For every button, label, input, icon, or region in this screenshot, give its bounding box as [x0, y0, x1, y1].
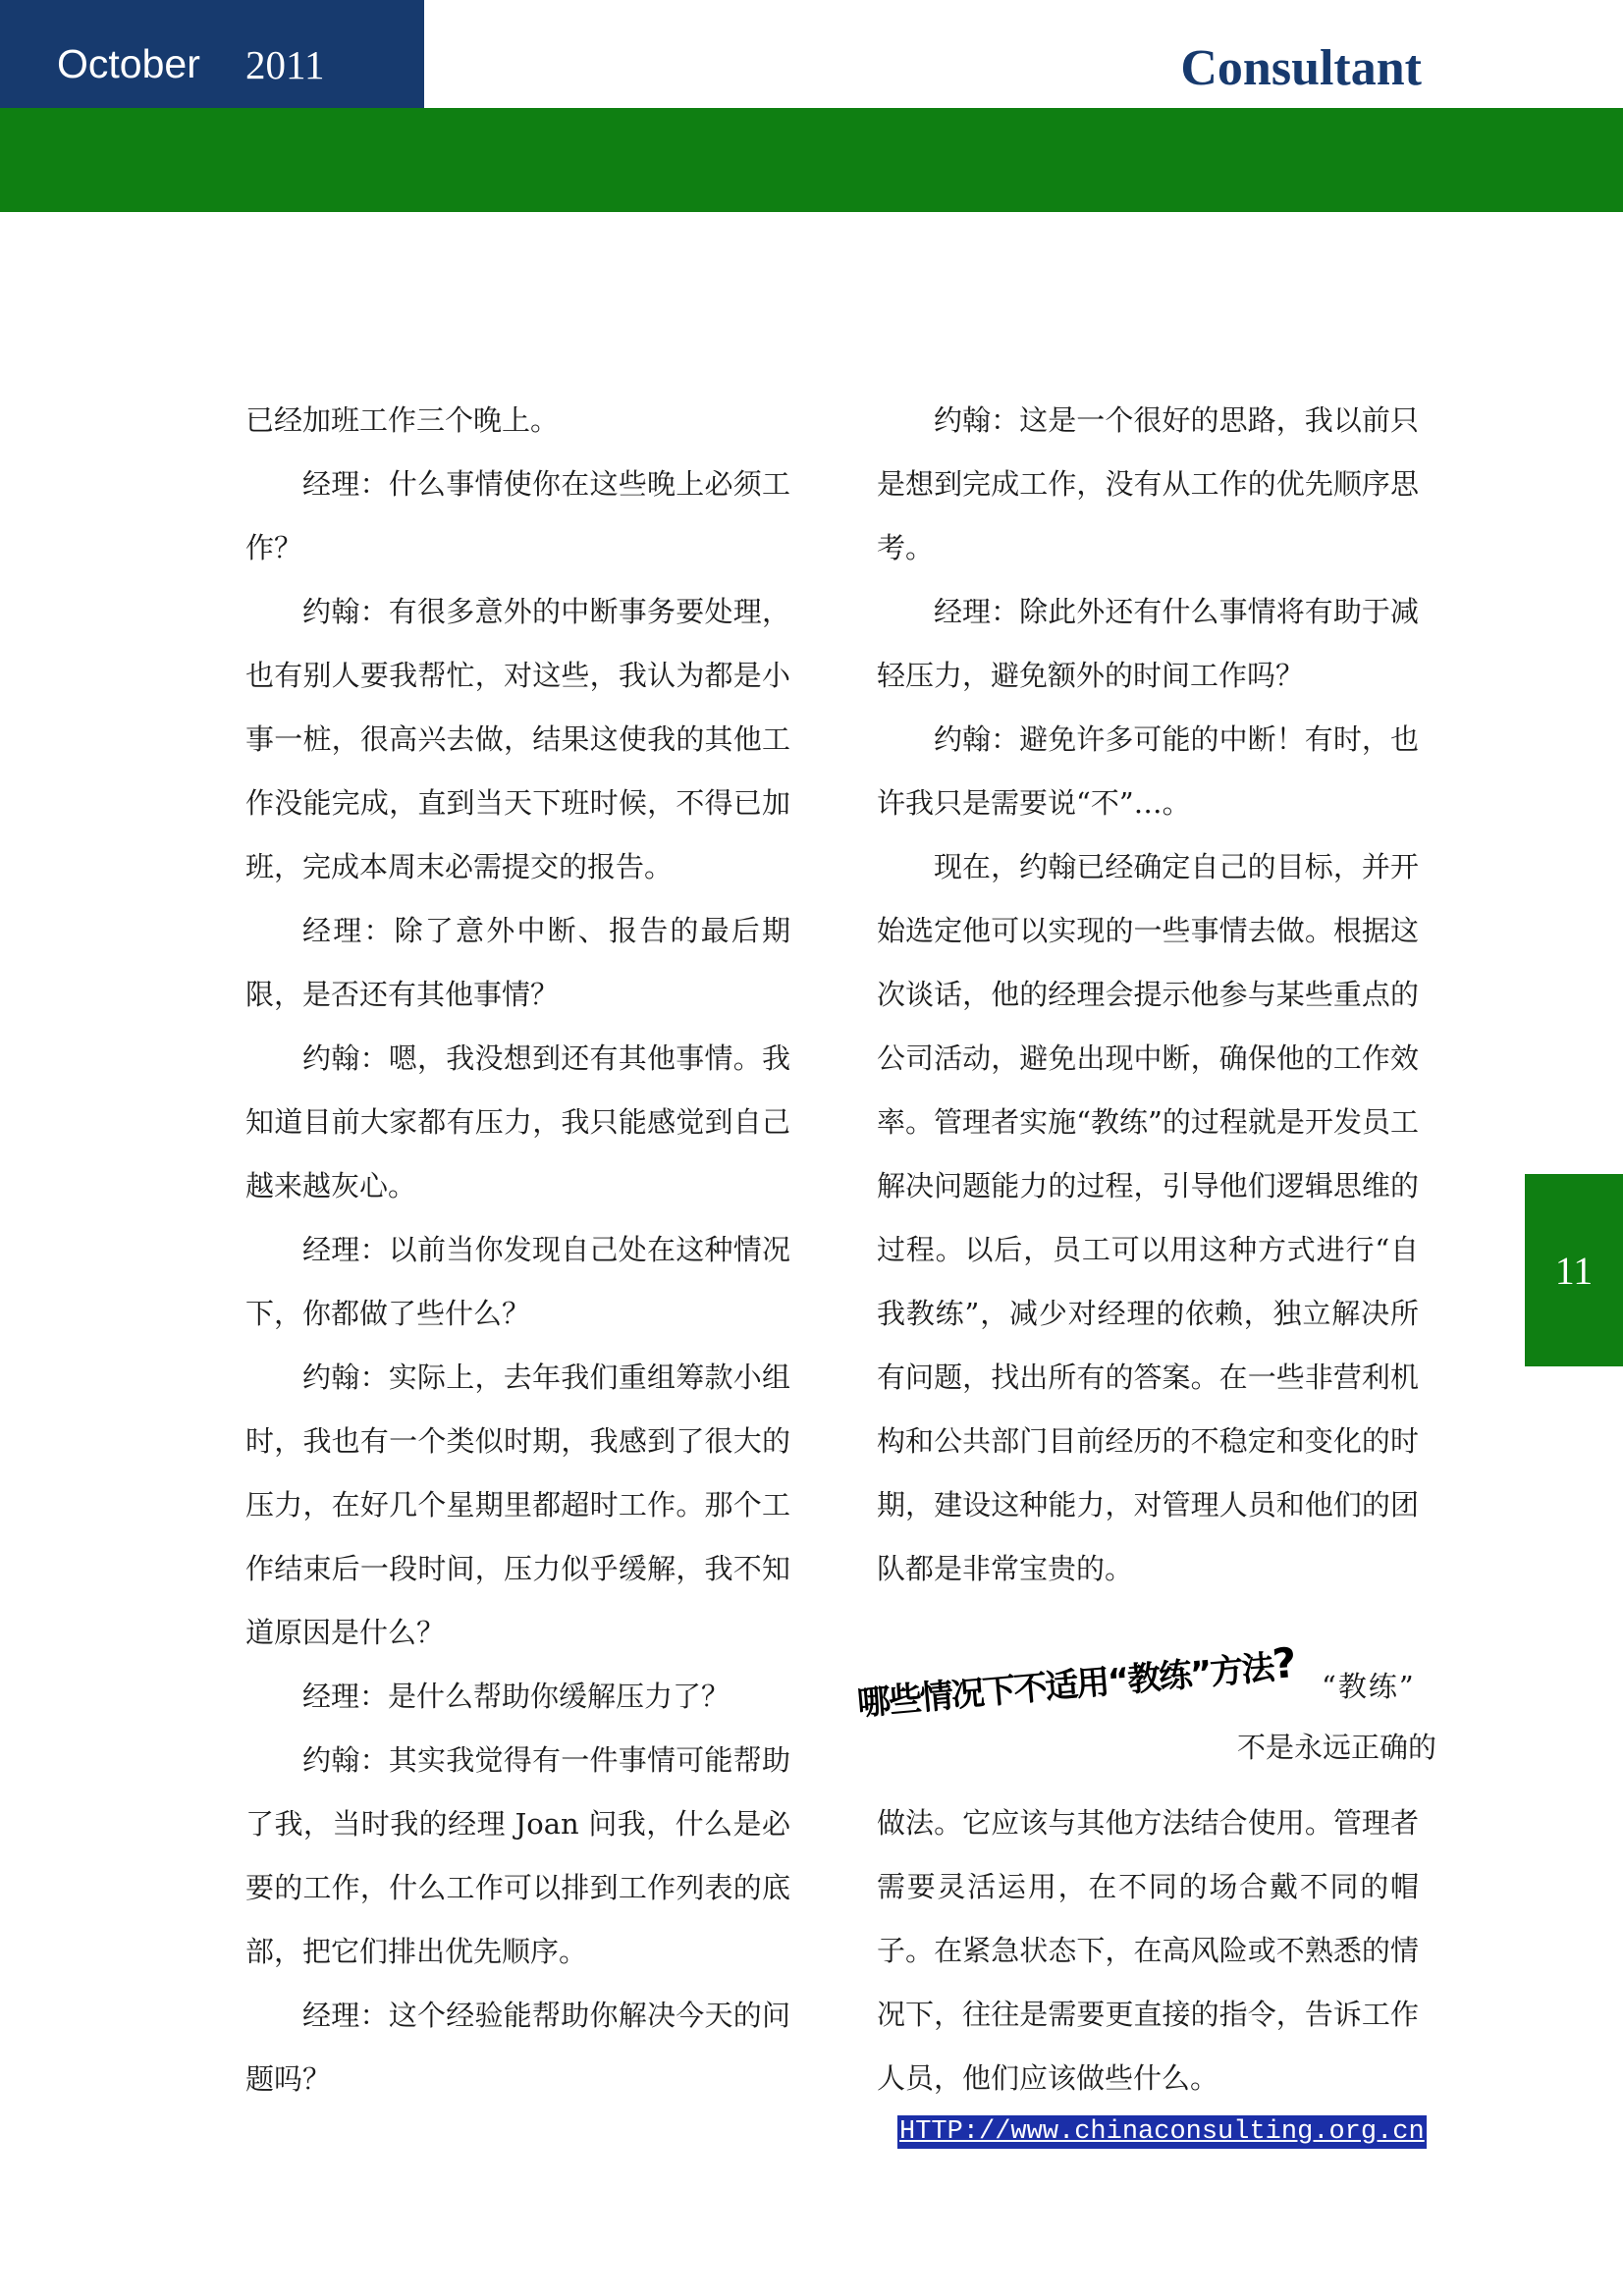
paragraph: 做法。它应该与其他方法结合使用。管理者需要灵活运用，在不同的场合戴不同的帽子。在紧急状态下，在高风险或不熟悉的情况下，往往是需要更直接的指令，告诉工作人员，他们应该做些什么。 — [877, 1806, 1419, 2095]
section-heading — [855, 1638, 1297, 1725]
section-heading-text: 哪些情况下不适用“教练”方法 — [855, 1648, 1275, 1724]
paragraph: 约翰：有很多意外的中断事务要处理，也有别人要我帮忙，对这些，我认为都是小事一桩，很高兴去做，结果这使我的其他工作没能完成，直到当天下班时候，不得已加班，完成本周末必需提交的报告。 — [245, 595, 790, 883]
page-number: 11 — [1554, 1248, 1594, 1293]
paragraph: 经理：是什么帮助你缓解压力了？ — [302, 1680, 730, 1713]
paragraph: 已经加班工作三个晚上。 — [245, 403, 560, 437]
paragraph: 经理：什么事情使你在这些晚上必须工作？ — [245, 467, 790, 564]
paragraph: 约翰：其实我觉得有一件事情可能帮助了我，当时我的经理 Joan 问我，什么是必要的工作，什么工作可以排到工作列表的底部，把它们排出优先顺序。 — [245, 1743, 790, 1968]
website-link[interactable]: HTTP://www.chinaconsulting.org.cn — [899, 2117, 1425, 2147]
header-green-band — [0, 108, 1623, 212]
paragraph: 经理：以前当你发现自己处在这种情况下，你都做了些什么？ — [245, 1233, 790, 1330]
magazine-title: Consultant — [1180, 40, 1422, 96]
paragraph: 经理：这个经验能帮助你解决今天的问题吗？ — [245, 1999, 790, 2096]
paragraph: 经理：除此外还有什么事情将有助于减轻压力，避免额外的时间工作吗？ — [877, 595, 1419, 692]
section-intro-line: 不是永远正确的 — [1237, 1731, 1437, 1764]
paragraph: 约翰：实际上，去年我们重组筹款小组时，我也有一个类似时期，我感到了很大的压力，在好几个星期里都超时工作。那个工作结束后一段时间，压力似乎缓解，我不知道原因是什么？ — [245, 1361, 790, 1649]
paragraph: 约翰：避免许多可能的中断！有时，也许我只是需要说“不”…。 — [877, 722, 1419, 820]
page-number-tab — [1525, 1174, 1623, 1366]
paragraph: 约翰：嗯，我没想到还有其他事情。我知道目前大家都有压力，我只能感觉到自己越来越灰心。 — [245, 1041, 790, 1202]
section-intro-word: “教练” — [1322, 1670, 1416, 1703]
right-column — [877, 389, 1419, 1601]
header-year: 2011 — [245, 42, 325, 87]
paragraph: 现在，约翰已经确定自己的目标，并开始选定他可以实现的一些事情去做。根据这次谈话，他的经理会提示他参与某些重点的公司活动，避免出现中断，确保他的工作效率。管理者实施“教练”的过程就是开发员工解决问题能力的过程，引导他们逻辑思维的过程。以后，员工可以用这种方式进行“自我教练”，减少对经理的依赖，独立解决所有问题，找出所有的答案。在一些非营利机构和公共部门目前经历的不稳定和变化的时期，建设这种能力，对管理人员和他们的团队都是非常宝贵的。 — [877, 850, 1419, 1585]
header-date-block — [0, 0, 424, 108]
header-month: October — [57, 41, 200, 86]
paragraph: 经理：除了意外中断、报告的最后期限，是否还有其他事情？ — [245, 914, 790, 1011]
section-body — [877, 1791, 1419, 2110]
left-column — [245, 389, 790, 2111]
section-heading-mark: ? — [1270, 1638, 1297, 1688]
paragraph: 约翰：这是一个很好的思路，我以前只是想到完成工作，没有从工作的优先顺序思考。 — [877, 403, 1419, 564]
